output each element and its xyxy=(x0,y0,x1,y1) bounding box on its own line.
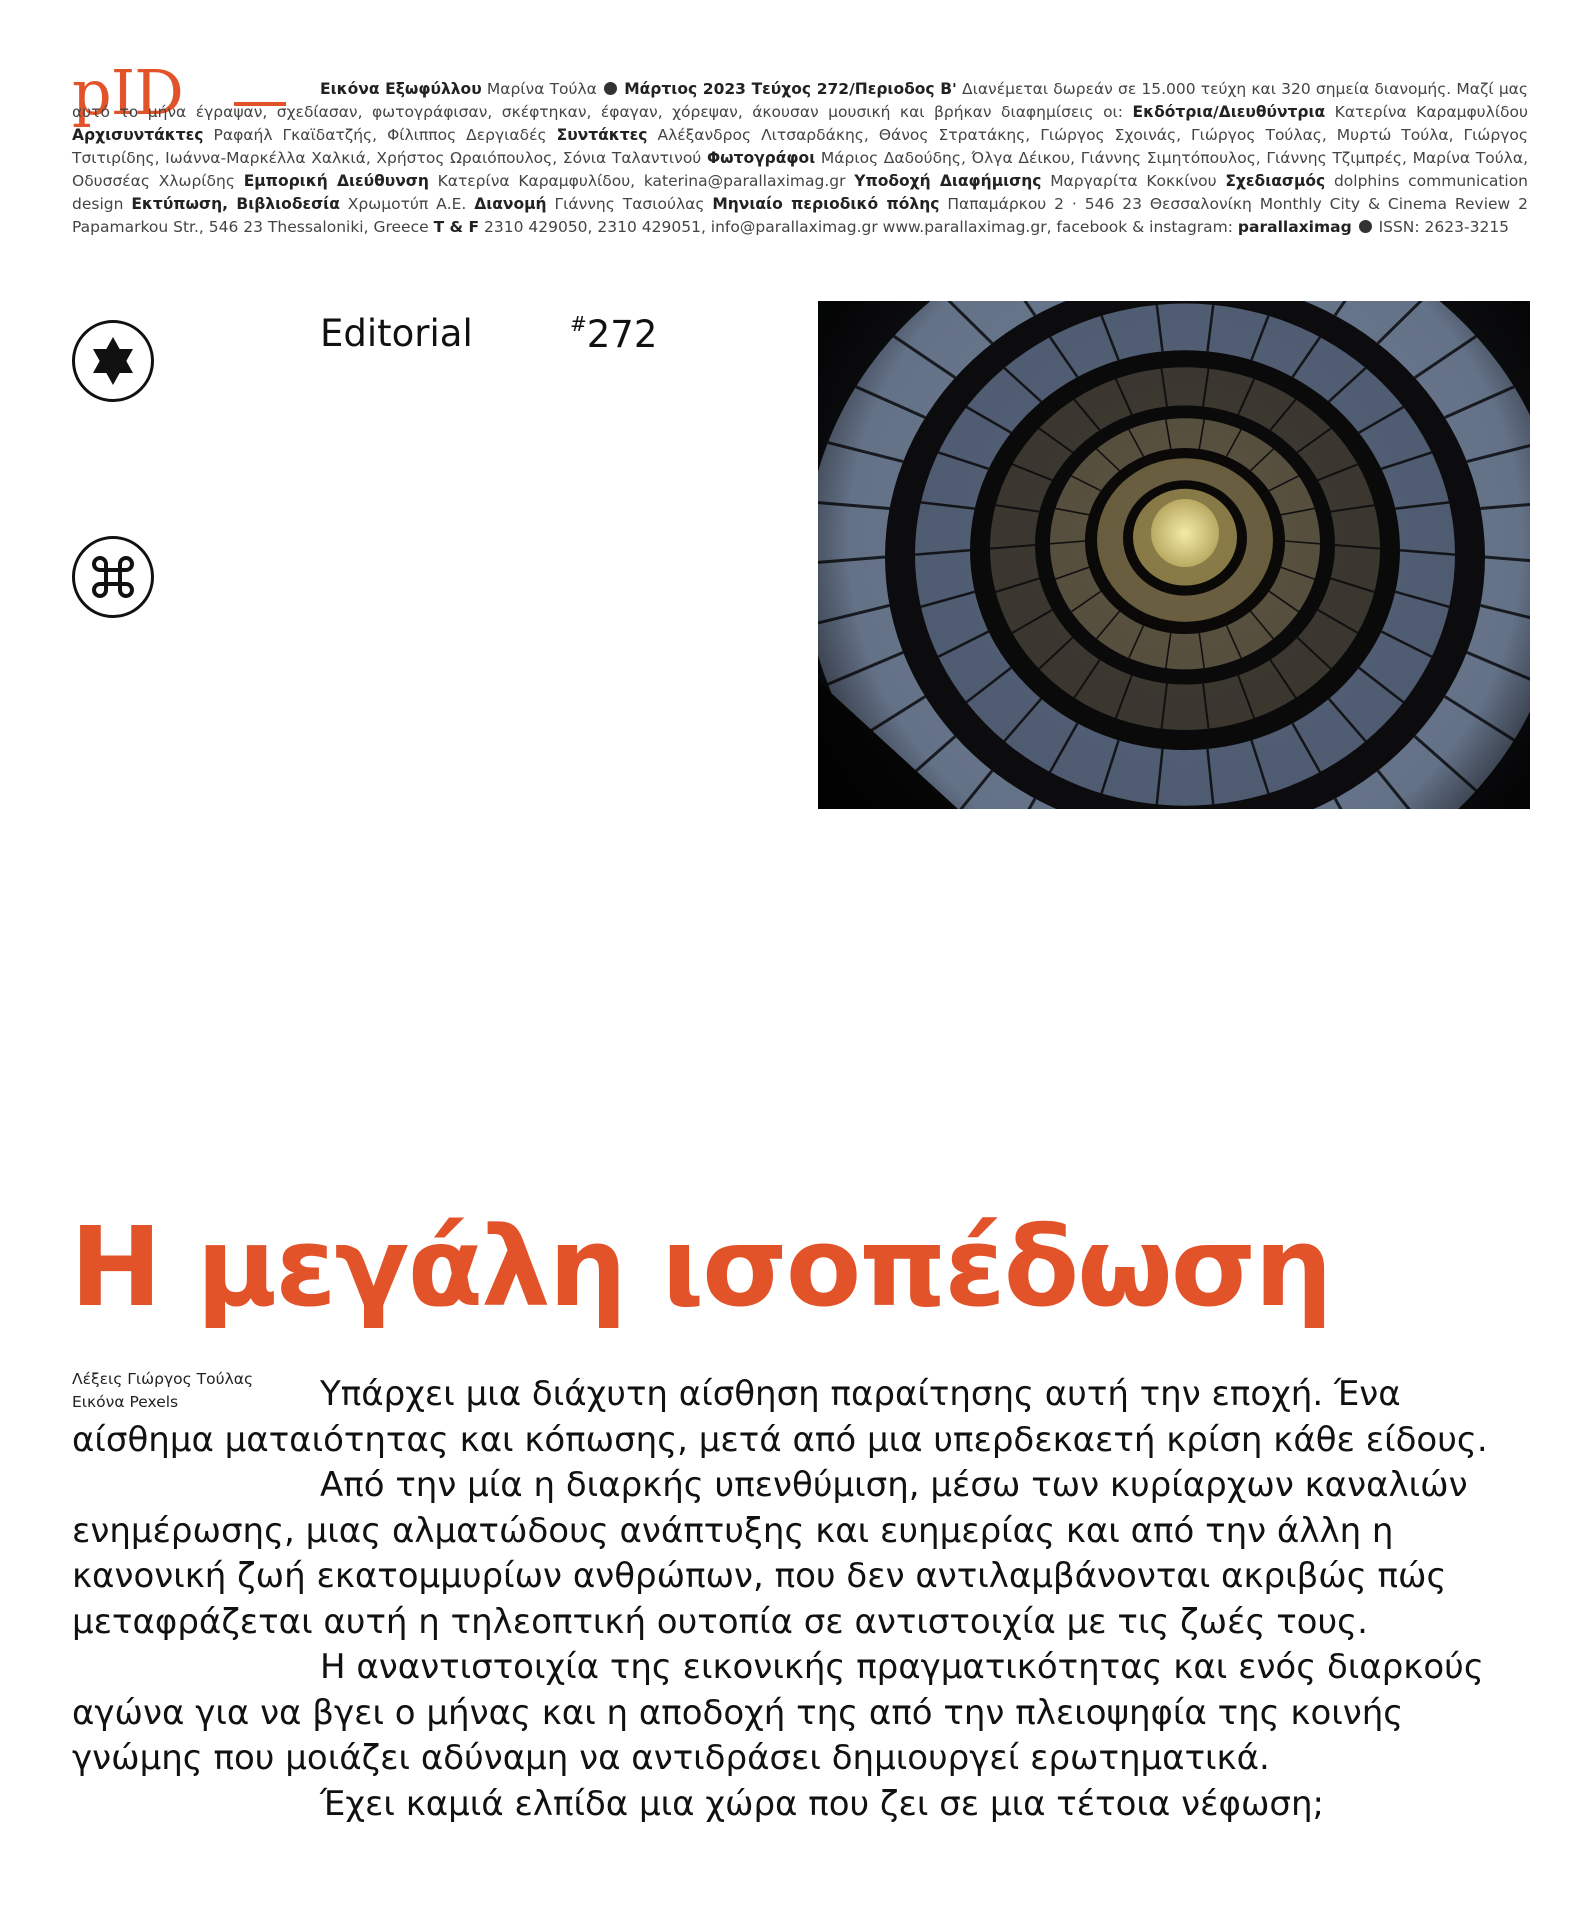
social-handle: parallaximag xyxy=(1237,218,1352,236)
publisher-label: Εκδότρια/Διευθύντρια xyxy=(1132,103,1326,121)
print-value: Χρωμοτύπ Α.Ε. xyxy=(347,195,467,213)
paragraph: Η αναντιστοιχία της εικονικής πραγματικότητας και ενός διαρκούς αγώνα για να βγει ο μήνας και η αποδοχή της από την πλειοψηφία της κοινής γνώμης που μοιάζει αδύναμη να αντιδράσει δημιουργεί ερωτηματικά. xyxy=(72,1647,1484,1778)
photographers-label: Φωτογράφοι xyxy=(706,149,816,167)
issue-info: Μάρτιος 2023 Τεύχος 272/Περιοδος Β' xyxy=(624,80,957,98)
contact-text: 2310 429050, 2310 429051, info@parallaximag.gr www.parallaximag.gr, facebook & instagram: xyxy=(484,218,1233,236)
magazine-logo: pID xyxy=(72,56,183,129)
cover-label: Εικόνα Εξωφύλλου xyxy=(320,80,482,98)
issue-number-value: 272 xyxy=(586,313,658,356)
ads-value: Μαργαρίτα Κοκκίνου xyxy=(1050,172,1217,190)
paragraph: Υπάρχει μια διάχυτη αίσθηση παραίτησης αυτή την εποχή. Ένα αίσθημα ματαιότητας και κόπωσης, μετά από μια υπερδεκαετή κρίση κάθε είδους. xyxy=(72,1374,1488,1460)
credit-image: Εικόνα Pexels xyxy=(72,1393,179,1411)
issn-text: ISSN: 2623-3215 xyxy=(1378,218,1510,236)
photographers-value: Μάριος Δαδούδης, Όλγα Δέικου, Γιάννης Σιμητόπουλος, Γιάννης Τζιμπρές, Μαρίνα Τούλα, Οδυσσέας Χλωρίδης xyxy=(72,149,1529,190)
paragraph: Από την μία η διαρκής υπενθύμιση, μέσω των κυρίαρχων καναλιών ενημέρωσης, μιας αλματώδους ανάπτυξης και ευημερίας και από την άλλη η κανονική ζωή εκατομμυρίων ανθρώπων, που δεν αντιλαμβάνονται ακριβώς πώς μεταφράζεται αυτή η τηλεοπτική ουτοπία σε αντιστοιχία με τις ζωές τους. xyxy=(72,1465,1468,1642)
paragraph: Έχει καμιά ελπίδα μια χώρα που ζει σε μια τέτοια νέφωση; xyxy=(320,1783,1324,1824)
design-value: dolphins communication design xyxy=(72,172,1529,213)
chief-editors-label: Αρχισυντάκτες xyxy=(72,126,204,144)
distribution-text: Διανέμεται δωρεάν σε 15.000 τεύχη και 320 σημεία διανομής. Μαζί μας αυτό το μήνα έγραψαν, σχεδίασαν, φωτογράφισαν, σκέφτηκαν, έφαγαν, χόρεψαν, άκουσαν μουσική και βρήκαν διαφημίσεις οι: xyxy=(72,80,1528,121)
commercial-label: Εμπορική Διεύθυνση xyxy=(243,172,429,190)
editors-label: Συντάκτες xyxy=(556,126,648,144)
publisher-value: Κατερίνα Καραμφυλίδου xyxy=(1334,103,1528,121)
address-text: Παπαμάρκου 2 · 546 23 Θεσσαλονίκη Monthly City & Cinema Review 2 Papamarkou Str., 546 23 Thessaloniki, Greece xyxy=(72,195,1528,236)
spiral-staircase-photo xyxy=(818,301,1530,809)
print-label: Εκτύπωση, Βιβλιοδεσία xyxy=(131,195,340,213)
design-label: Σχεδιασμός xyxy=(1225,172,1326,190)
commercial-value: Κατερίνα Καραμφυλίδου, katerina@parallaximag.gr xyxy=(437,172,846,190)
ads-label: Υποδοχή Διαφήμισης xyxy=(854,172,1042,190)
credit-words: Λέξεις Γιώργος Τούλας xyxy=(72,1370,254,1388)
distribution-value: Γιάννης Τασιούλας xyxy=(554,195,705,213)
section-label: Editorial xyxy=(320,312,473,355)
bullet-dot xyxy=(604,82,617,95)
masthead-credits xyxy=(72,78,1528,239)
bullet-dot xyxy=(1359,220,1372,233)
article-title: Η μεγάλη ισοπέδωση xyxy=(70,1203,1331,1331)
issue-prefix: # xyxy=(570,312,587,336)
star-of-david-icon xyxy=(72,320,154,402)
editors-value: Αλέξανδρος Λιτσαρδάκης, Θάνος Στρατάκης, Γιώργος Σχοινάς, Γιώργος Τούλας, Μυρτώ Τούλα, Γιώργος Τσιτιρίδης, Ιωάννα-Μαρκέλλα Χαλκιά, Χρήστος Ωραιόπουλος, Σόνια Ταλαντινού xyxy=(72,126,1528,167)
cover-value: Μαρίνα Τούλα xyxy=(486,80,597,98)
command-key-icon xyxy=(72,536,154,618)
monthly-label: Μηνιαίο περιοδικό πόλης xyxy=(712,195,940,213)
issue-number xyxy=(570,312,657,356)
tf-label: T & F xyxy=(433,218,480,236)
chief-editors-value: Ραφαήλ Γκαϊδατζής, Φίλιππος Δεργιαδές xyxy=(213,126,547,144)
article-body xyxy=(72,1372,1528,1827)
distribution-label: Διανομή xyxy=(474,195,547,213)
